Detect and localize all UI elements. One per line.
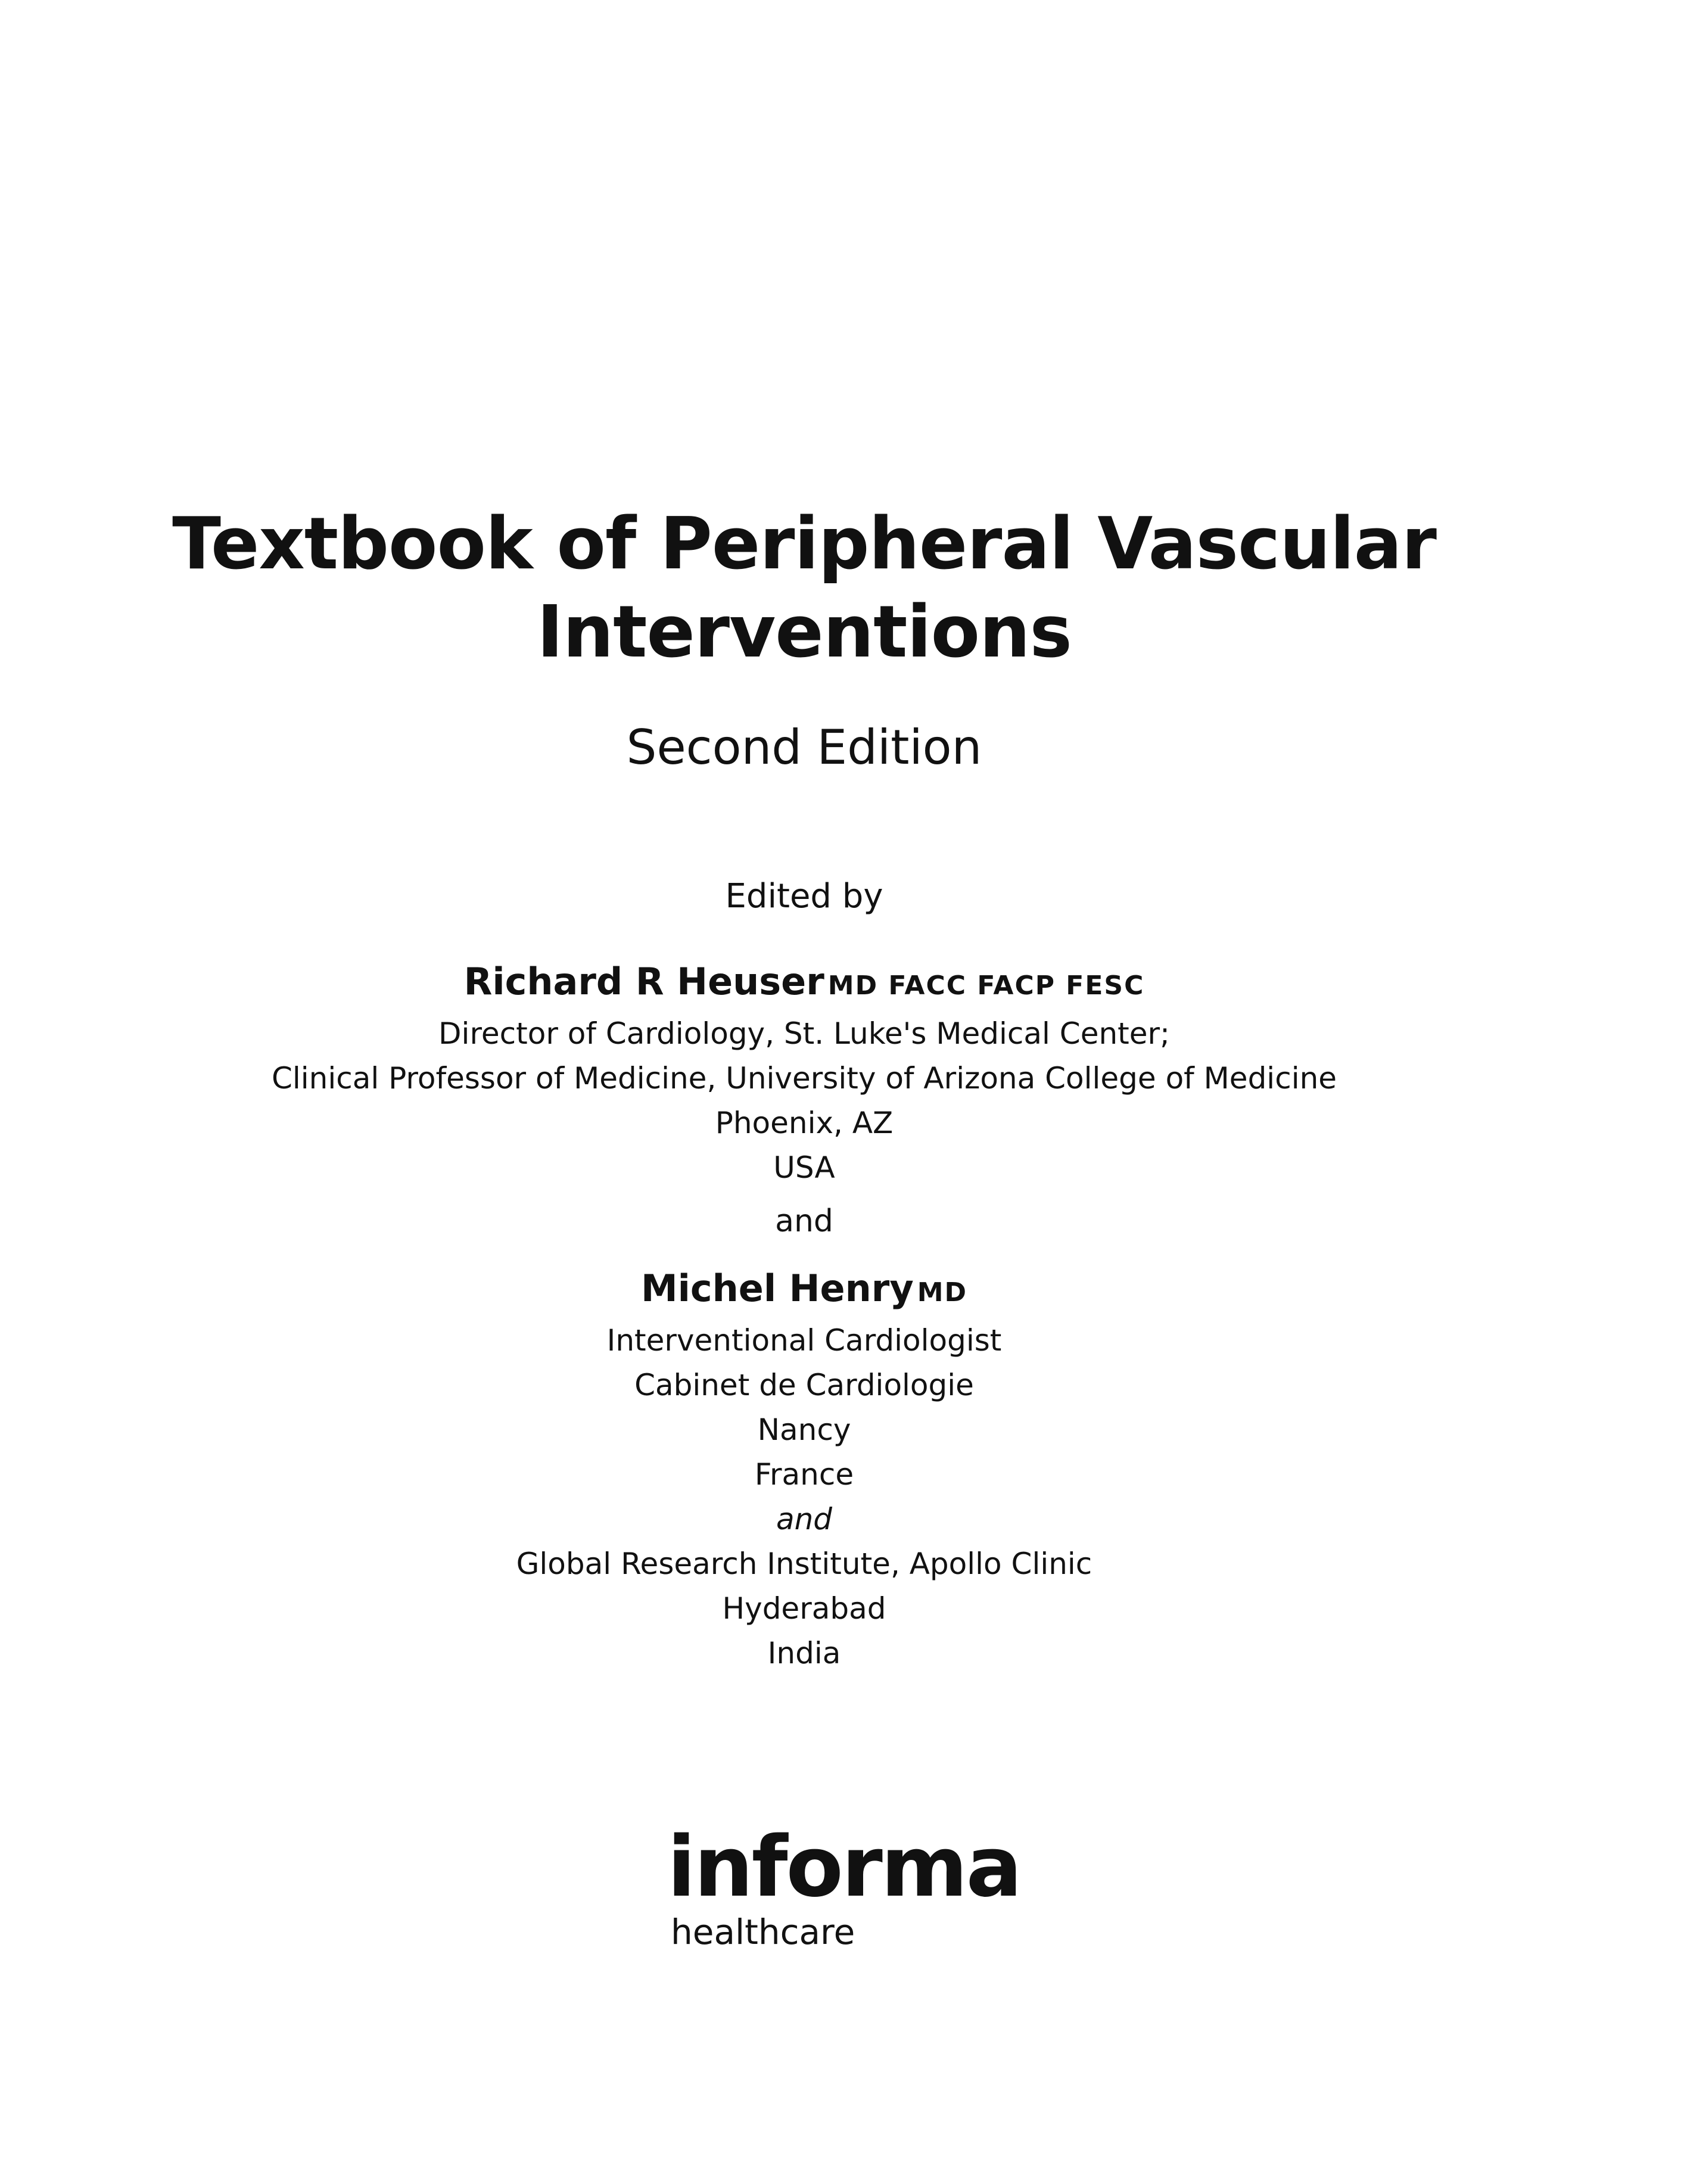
publisher-logo-main: informa [667,1819,1021,1916]
edition: Second Edition [626,720,982,775]
edited-by-label: Edited by [725,877,883,916]
editor-1-credentials: MD FACC FACP FESC [827,970,1145,1001]
publisher-logo-sub: healthcare [671,1912,855,1952]
editor-2-name-line [0,1263,1608,1318]
editor-2 [0,1263,1608,1676]
editor-1 [0,956,1608,1190]
editor-1-name: Richard R Heuser [463,960,824,1003]
editor-2-affiliation-line: Nancy [757,1413,851,1447]
title-line-1: Textbook of Peripheral Vascular [172,503,1436,586]
editor-2-affiliation-and: and [776,1502,833,1536]
editor-1-name-line [0,956,1608,1012]
editor-2-credentials: MD [917,1277,968,1308]
publisher-logo [667,1819,1021,1952]
editor-2-affiliation-line: Hyderabad [722,1591,886,1626]
editor-separator: and [775,1203,833,1239]
editor-1-affiliation-line: Director of Cardiology, St. Luke's Medical Center; [438,1016,1170,1051]
editor-1-affiliation-line: Phoenix, AZ [715,1106,894,1140]
editor-2-affiliation-line: Interventional Cardiologist [606,1323,1002,1358]
editor-2-affiliation-line: Global Research Institute, Apollo Clinic [516,1547,1092,1581]
book-title [0,500,1608,677]
editor-2-affiliation-line: India [767,1636,841,1670]
editor-2-name: Michel Henry [640,1267,914,1310]
editor-1-affiliation-line: Clinical Professor of Medicine, University of Arizona College of Medicine [271,1061,1337,1096]
title-line-2: Interventions [537,591,1072,674]
editor-1-affiliation-line: USA [773,1150,835,1185]
editor-2-affiliation-line: Cabinet de Cardiologie [634,1368,974,1402]
editor-2-affiliation-line: France [754,1457,854,1492]
